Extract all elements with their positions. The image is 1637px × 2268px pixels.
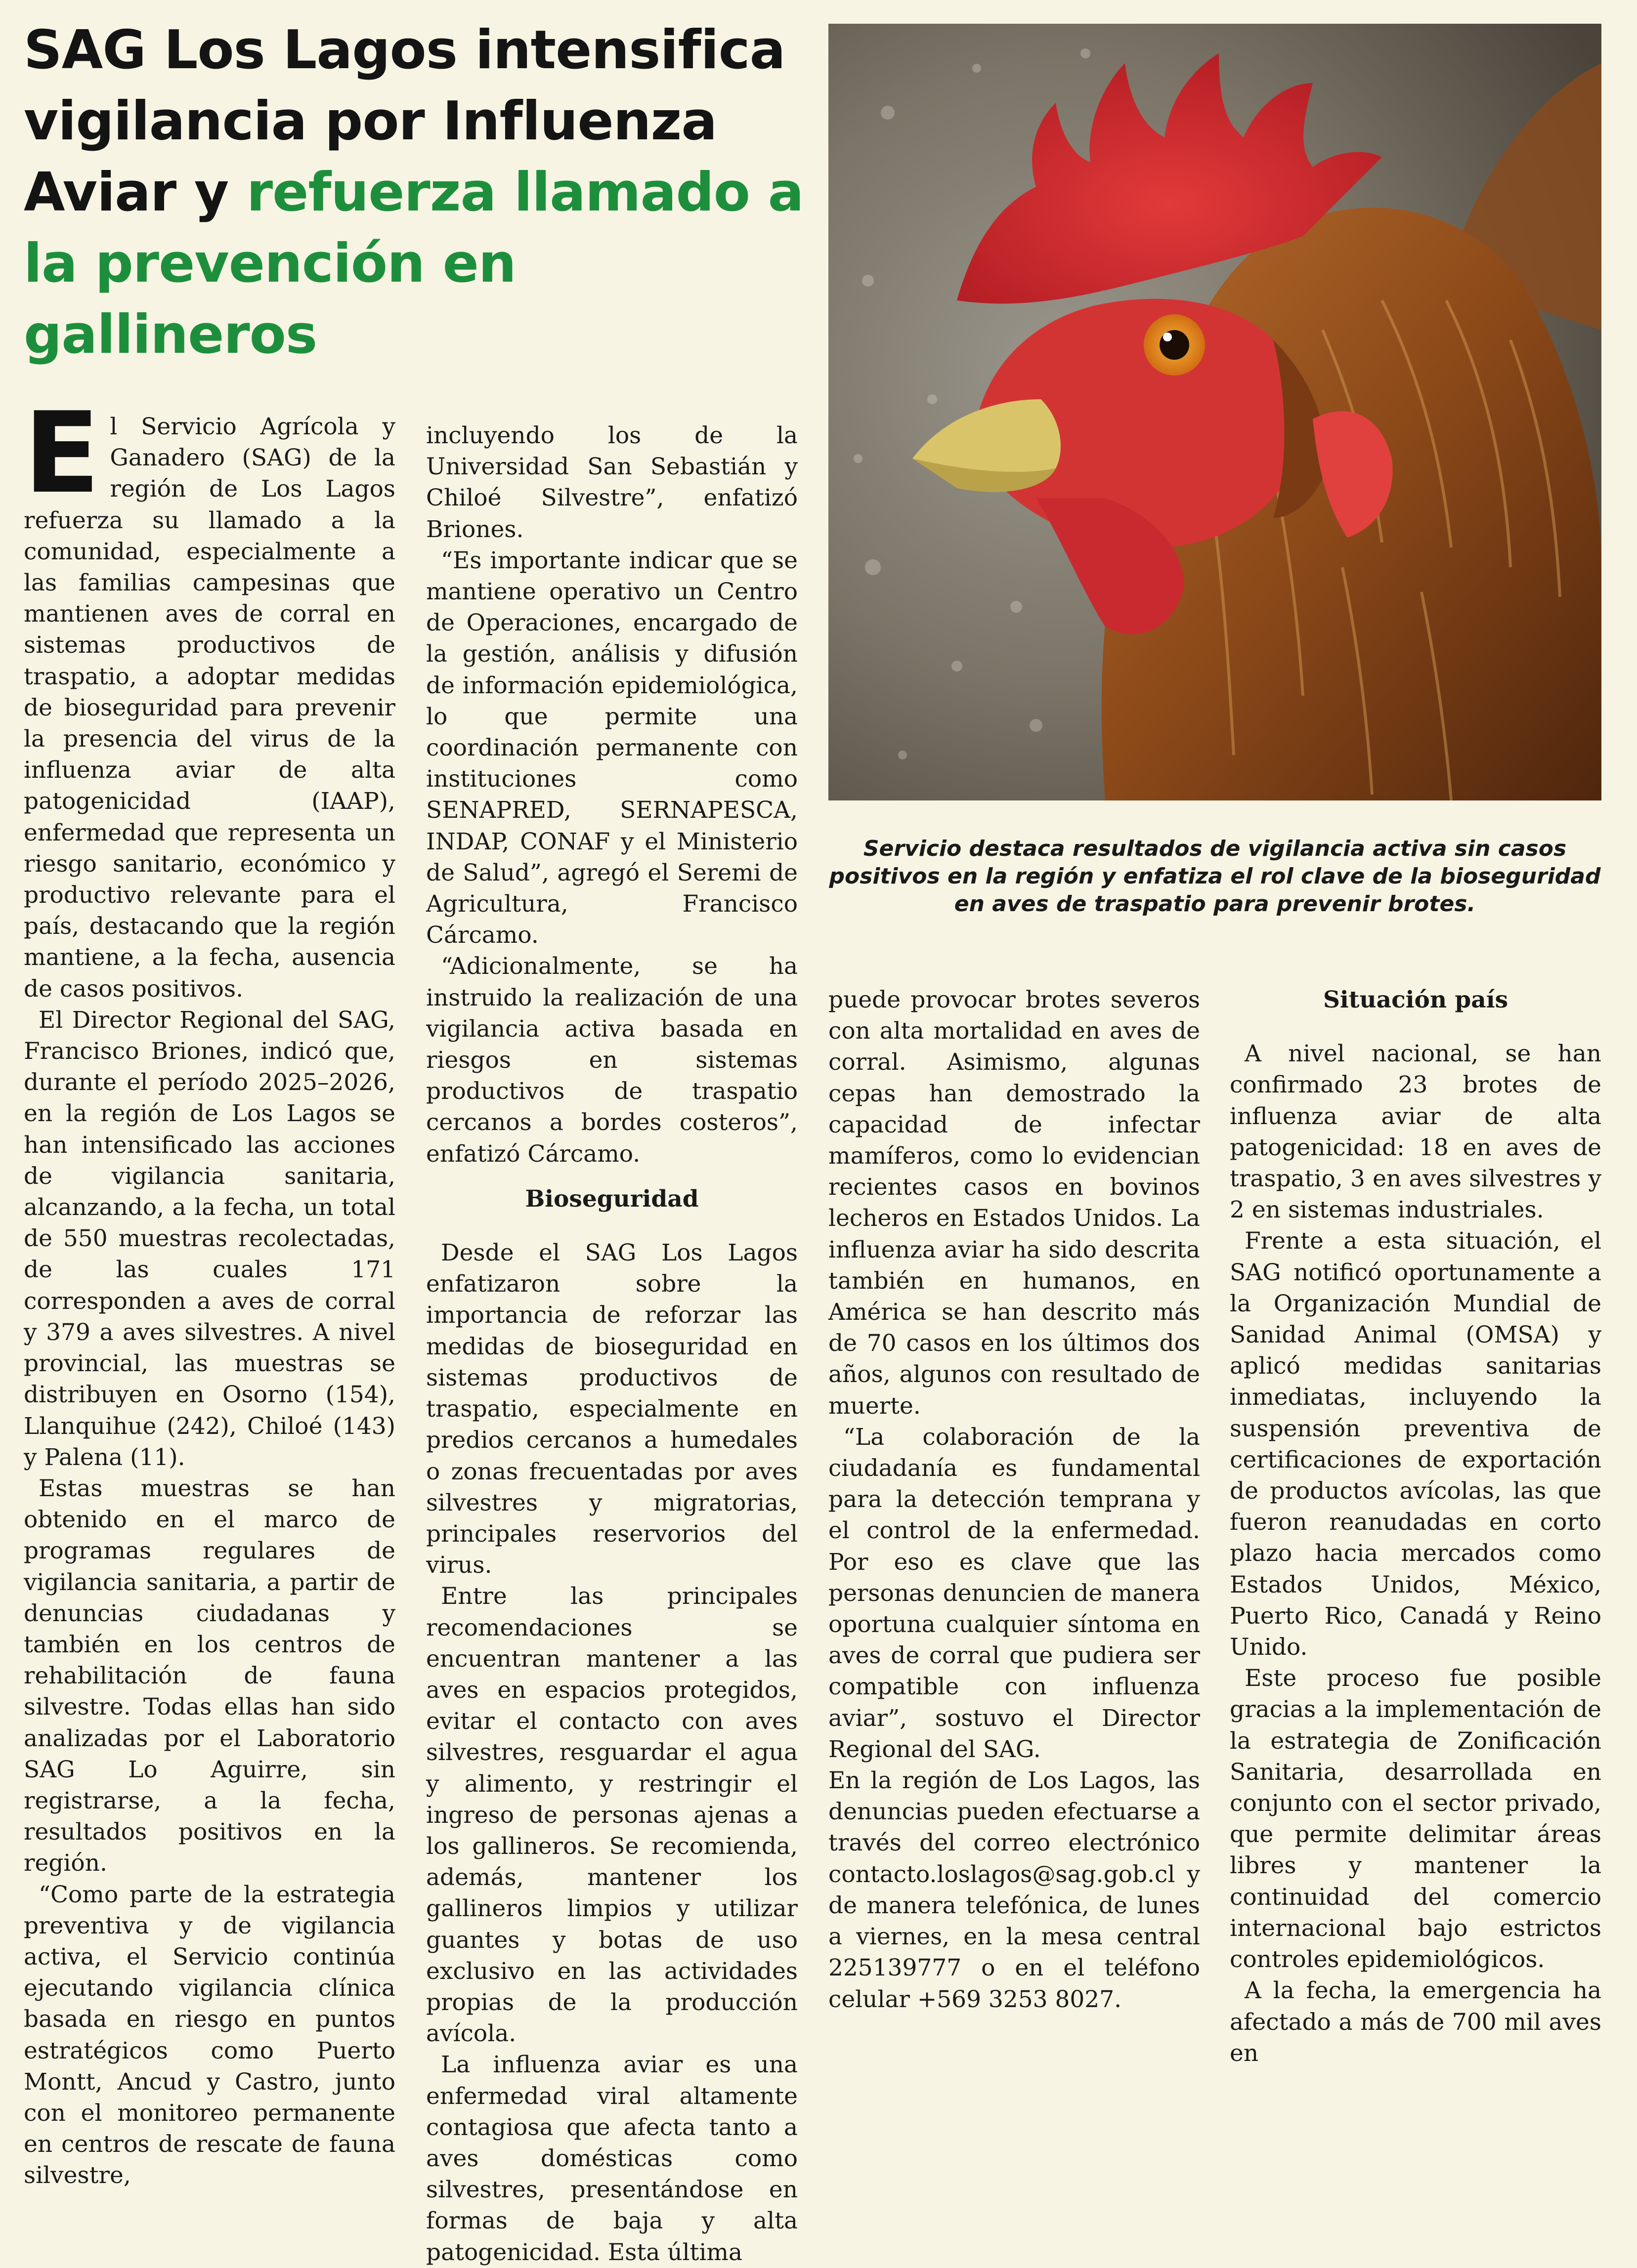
photo-caption: Servicio destaca resultados de vigilancia activa sin casos positivos en la región y enfatiza el rol clave de la bioseguridad en aves de traspatio para prevenir brotes. (829, 836, 1601, 917)
column-1-paragraph-2: El Director Regional del SAG, Francisco Briones, indicó que, durante el período 2025–2026, en la región de Los Lagos se han intensificado las acciones de vigilancia sanitaria, alcanzando, a la fecha, un total de 550 muestras recolectadas, de las cuales 171 corresponden a aves de corral y 379 a aves silvestres. A nivel provincial, las muestras se distribuyen en Osorno (154), Llanquihue (242), Chiloé (143) y Palena (11). (24, 1006, 395, 1471)
article-column-3 (828, 984, 1200, 2015)
column-4-paragraph-4: A la fecha, la emergencia ha afectado a más de 700 mil aves en (1230, 1977, 1601, 2067)
article-column-4 (1230, 984, 1601, 2069)
column-1-paragraph-4: “Como parte de la estrategia preventiva y de vigilancia activa, el Servicio continúa ejecutando vigilancia clínica basada en riesgo en puntos estratégicos como Puerto Montt, Ancud y Castro, junto con el monitoreo permanente en centros de rescate de fauna silvestre, (24, 1881, 395, 2189)
column-3-paragraph-3: En la región de Los Lagos, las denuncias pueden efectuarse a través del correo electrónico contacto.loslagos@sag.gob.cl y de manera telefónica, de lunes a viernes, en la mesa central 225139777 o en el teléfono celular +569 3253 8027. (828, 1767, 1200, 2013)
column-4-paragraph-2: Frente a esta situación, el SAG notificó oportunamente a la Organización Mundial de Sanidad Animal (OMSA) y aplicó medidas sanitarias inmediatas, incluyendo la suspensión preventiva de certificaciones de exportación de productos avícolas, las que fueron reanudadas en corto plazo hacia mercados como Estados Unidos, México, Puerto Rico, Canadá y Reino Unido. (1230, 1227, 1601, 1661)
subhead-situacion-pais: Situación país (1323, 986, 1508, 1013)
column-1-paragraph-1: El Servicio Agrícola y Ganadero (SAG) de la región de Los Lagos refuerza su llamado a la comunidad, especialmente a las familias campesinas que mantienen aves de corral en sistemas productivos de traspatio, a adoptar medidas de bioseguridad para prevenir la presencia del virus de la influenza aviar de alta patogenicidad (IAAP), enfermedad que representa un riesgo sanitario, económico y productivo relevante para el país, destacando que la región mantiene, a la fecha, ausencia de casos positivos. (24, 388, 395, 1003)
headline-green: refuerza llamado a la prevención en gallineros (24, 162, 804, 366)
column-2-paragraph-5: Entre las principales recomendaciones se encuentran mantener a las aves en espacios protegidos, evitar el contacto con aves silvestres, resguardar el agua y alimento, y restringir el ingreso de personas ajenas a los gallineros. Se recomienda, además, mantener los gallineros limpios y utilizar guantes y botas de uso exclusivo en las actividades propias de la producción avícola. (426, 1583, 798, 2048)
column-3-paragraph-2: “La colaboración de la ciudadanía es fundamental para la detección temprana y el control de la enfermedad. Por eso es clave que las personas denuncien de manera oportuna cualquier síntoma en aves de corral que pudiera ser compatible con influenza aviar”, sostuvo el Director Regional del SAG. (828, 1423, 1200, 1763)
headline (24, 15, 805, 371)
drop-cap: E (24, 388, 100, 518)
article-column-2 (426, 420, 798, 2268)
column-2-paragraph-2: “Es importante indicar que se mantiene operativo un Centro de Operaciones, encargado de la gestión, análisis y difusión de información epidemiológica, lo que permite una coordinación permanente con instituciones como SENAPRED, SERNAPESCA, INDAP, CONAF y el Ministerio de Salud”, agregó el Seremi de Agricultura, Francisco Cárcamo. (426, 546, 798, 949)
column-3-paragraph-1: puede provocar brotes severos con alta mortalidad en aves de corral. Asimismo, algunas cepas han demostrado la capacidad de infectar mamíferos, como lo evidencian recientes casos en bovinos lecheros en Estados Unidos. La influenza aviar ha sido descrita también en humanos, en América se han descrito más de 70 casos en los últimos dos años, algunos con resultado de muerte. (828, 986, 1200, 1420)
column-2-paragraph-4: Desde el SAG Los Lagos enfatizaron sobre la importancia de reforzar las medidas de bioseguridad en sistemas productivos de traspatio, especialmente en predios cercanos a humedales o zonas frecuentadas por aves silvestres y migratorias, principales reservorios del virus. (426, 1239, 798, 1579)
column-4-paragraph-3: Este proceso fue posible gracias a la implementación de la estrategia de Zonificación Sanitaria, desarrollada en conjunto con el sector privado, que permite delimitar áreas libres y mantener la continuidad del comercio internacional bajo estrictos controles epidemiológicos. (1230, 1665, 1601, 1974)
headline-black: SAG Los Lagos intensifica vigilancia por Influenza Aviar y (24, 19, 785, 223)
column-2-paragraph-6: La influenza aviar es una enfermedad viral altamente contagiosa que afecta tanto a aves domésticas como silvestres, presentándose en formas de baja y alta patogenicidad. Esta última (426, 2051, 798, 2266)
subhead-bioseguridad: Bioseguridad (525, 1185, 699, 1213)
hen-photo (828, 24, 1601, 800)
column-4-paragraph-1: A nivel nacional, se han confirmado 23 brotes de influenza aviar de alta patogenicidad: 18 en aves de traspatio, 3 en aves silvestres y 2 en sistemas industriales. (1230, 1040, 1601, 1224)
column-1-paragraph-3: Estas muestras se han obtenido en el marco de programas regulares de vigilancia sanitaria, a partir de denuncias ciudadanas y también en los centros de rehabilitación de fauna silvestre. Todas ellas han sido analizadas por el Laboratorio SAG Lo Aguirre, sin registrarse, a la fecha, resultados positivos en la región. (24, 1474, 395, 1877)
article-column-1 (24, 388, 395, 2191)
column-2-paragraph-3: “Adicionalmente, se ha instruido la realización de una vigilancia activa basada en riesgos en sistemas productivos de traspatio cercanos a bordes costeros”, enfatizó Cárcamo. (426, 953, 798, 1168)
column-2-paragraph-1: incluyendo los de la Universidad San Sebastián y Chiloé Silvestre”, enfatizó Briones. (426, 422, 798, 543)
